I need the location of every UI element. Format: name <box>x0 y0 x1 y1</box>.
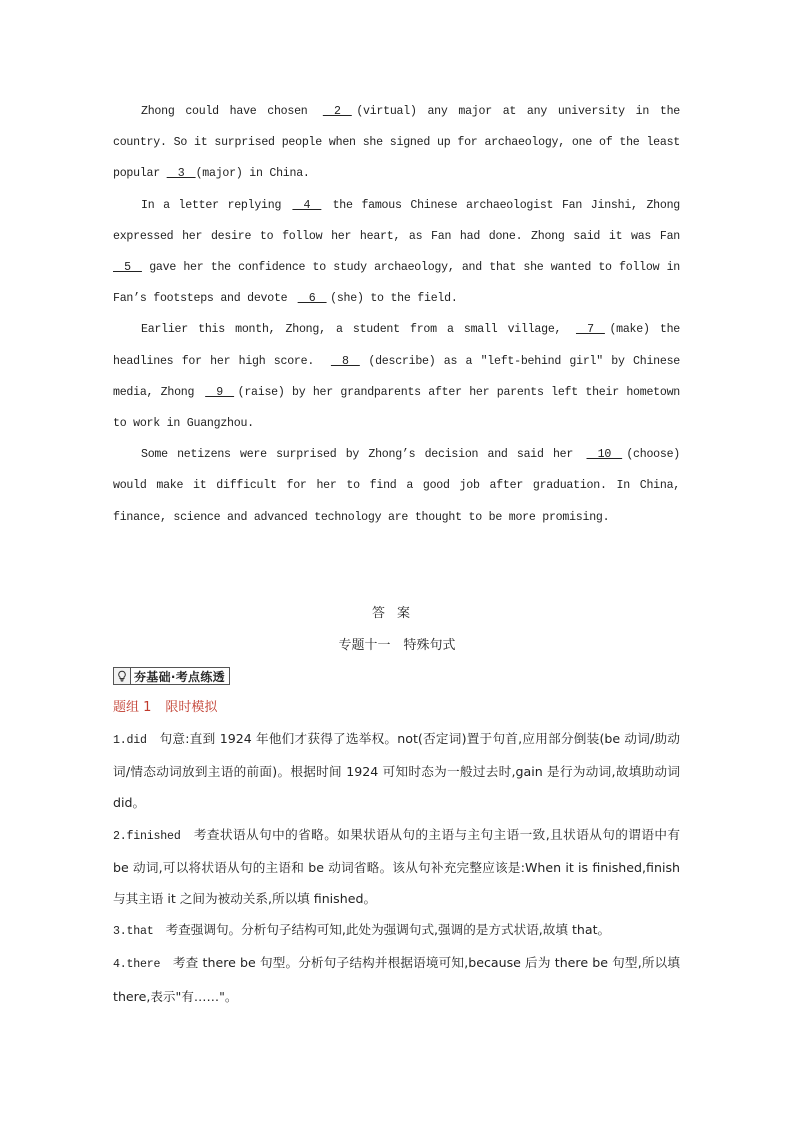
blank-8: 8 <box>330 354 360 368</box>
passage-paragraph-3: Earlier this month, Zhong, a student from a small village, 7 (make) the headlines for her high score. 8 (describe) as a "left-behind girl" by Chinese media, Zhong 9 (raise) by her grandparents after her parents left their hometown to work in Guangzhou. <box>113 314 680 439</box>
answer-item <box>113 914 680 947</box>
passage-paragraph-4: Some netizens were surprised by Zhong’s decision and said her 10 (choose) would make it difficult for her to find a good job after graduation. In China, finance, science and advanced technology are thought to be more promising. <box>113 439 680 533</box>
passage-paragraph-2: In a letter replying 4 the famous Chinese archaeologist Fan Jinshi, Zhong expressed her desire to follow her heart, as Fan had done. Zhong said it was Fan 5 gave her the confidence to study archaeology, and that she wanted to follow in Fan’s footsteps and devote 6 (she) to the field. <box>113 190 680 315</box>
answer-explanation: 考查状语从句中的省略。如果状语从句的主语与主句主语一致,且状语从句的谓语中有 be 动词,可以将状语从句的主语和 be 动词省略。该从句补充完整应该是:When it is finished,finish 与其主语 it 之间为被动关系,所以填 finished。 <box>113 826 680 907</box>
group-title: 题组 1 限时模拟 <box>113 700 218 715</box>
answer-explanation: 考查强调句。分析句子结构可知,此处为强调句式,强调的是方式状语,故填 that。 <box>165 922 611 938</box>
answer-key: 3.that <box>113 925 154 939</box>
section-tag <box>113 667 230 685</box>
section-tag-label: 夯基础·考点练透 <box>134 669 225 684</box>
blank-4: 4 <box>292 198 322 212</box>
blank-7: 7 <box>575 323 605 337</box>
blank-5: 5 <box>113 261 142 275</box>
answer-explanation: 考查 there be 句型。分析句子结构并根据语境可知,because 后为 there be 句型,所以填 there,表示"有……"。 <box>113 955 680 1004</box>
blank-3: 3 <box>166 167 196 181</box>
answer-item <box>113 819 680 915</box>
lightbulb-icon <box>114 668 131 684</box>
reading-passage <box>113 96 680 533</box>
answer-key: 4.there <box>113 958 161 972</box>
answer-subtitle: 专题十一 特殊句式 <box>338 638 456 653</box>
answer-list <box>113 723 680 1012</box>
answer-item <box>113 947 680 1011</box>
answer-title: 答案 <box>371 606 422 621</box>
blank-2: 2 <box>322 105 352 118</box>
answer-key: 2.finished <box>113 829 181 843</box>
answer-key: 1.did <box>113 734 147 747</box>
answer-item <box>113 723 680 819</box>
blank-10: 10 <box>586 448 623 462</box>
blank-9: 9 <box>205 385 235 399</box>
passage-paragraph-1: Zhong could have chosen 2 (virtual) any major at any university in the country. So it surprised people when she signed up for archaeology, one of the least popular 3 (major) in China. <box>113 96 680 190</box>
answer-explanation: 句意:直到 1924 年他们才获得了选举权。not(否定词)置于句首,应用部分倒装(be 动词/助动词/情态动词放到主语的前面)。根据时间 1924 可知时态为一般过去时,gain 是行为动词,故填助动词 did。 <box>113 731 680 811</box>
blank-6: 6 <box>297 292 327 306</box>
